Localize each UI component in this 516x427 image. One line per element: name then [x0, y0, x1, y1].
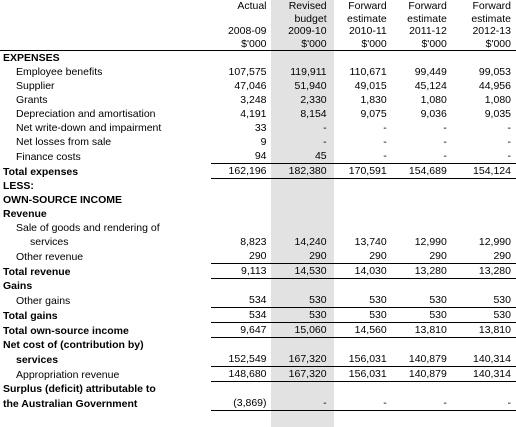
row-label: Total expenses: [3, 165, 79, 178]
row-label: Total own-source income: [3, 324, 129, 337]
cell-value: 47,046: [234, 80, 267, 93]
col-header-budget: budget: [294, 12, 327, 25]
table-row: [0, 121, 516, 135]
row-label: services: [30, 236, 69, 249]
section-heading-row: [0, 179, 516, 194]
row-label: Net cost of (contribution by): [3, 339, 144, 352]
cell-value: 8,823: [240, 236, 267, 249]
col-header-year: 2012-13: [472, 25, 511, 38]
cell-value: 140,879: [392, 367, 452, 382]
table-row: [0, 367, 516, 382]
cell-value: 182,380: [272, 164, 332, 179]
cell-value: 51,940: [294, 80, 327, 93]
cell-value: 154,124: [452, 164, 516, 179]
cell-value: 534: [211, 293, 271, 308]
cell-value: 530: [272, 293, 332, 308]
cell-value: 8,154: [300, 108, 327, 121]
total-row: [0, 308, 516, 323]
cell-value: 9: [260, 136, 267, 149]
col-header-year: 2009-10: [288, 25, 327, 38]
cell-value: 94: [211, 149, 271, 164]
cell-value: 3,248: [240, 94, 267, 107]
cell-value: 44,956: [478, 80, 511, 93]
cell-value: 1,080: [420, 94, 447, 107]
col-header-year: 2010-11: [348, 25, 387, 38]
cell-value: -: [383, 136, 387, 149]
row-label: Revenue: [3, 208, 47, 221]
col-header-forward: Forward: [348, 0, 387, 12]
cell-value: 9,035: [484, 108, 511, 121]
row-label: Total gains: [3, 309, 58, 322]
row-label: OWN-SOURCE INCOME: [3, 194, 122, 207]
cell-value: 290: [272, 249, 332, 264]
cell-value: 12,990: [414, 236, 447, 249]
cell-value: 13,810: [452, 323, 516, 338]
cell-value: -: [507, 136, 511, 149]
cell-value: 156,031: [332, 367, 392, 382]
cell-value: 1,080: [484, 94, 511, 107]
section-heading-row: [0, 338, 516, 353]
cell-value: 530: [272, 308, 332, 323]
col-header-unit: $'000: [332, 38, 392, 51]
cell-value: (3,869): [211, 396, 271, 411]
table-row: [0, 293, 516, 308]
cell-value: -: [452, 396, 516, 411]
cell-value: 162,196: [211, 164, 271, 179]
cell-value: 1,830: [360, 94, 387, 107]
cell-value: 119,911: [290, 66, 327, 79]
cell-value: -: [332, 396, 392, 411]
row-label: Other revenue: [16, 250, 84, 263]
table-row: [0, 235, 516, 249]
row-label: Gains: [3, 280, 33, 293]
cell-value: 107,575: [228, 66, 267, 79]
col-header-revised: Revised: [288, 0, 327, 12]
cell-value: 14,240: [294, 236, 327, 249]
cell-value: 170,591: [332, 164, 392, 179]
cell-value: 167,320: [272, 352, 332, 367]
table-row: [0, 107, 516, 121]
col-header-unit: $'000: [272, 38, 332, 51]
table-row: [0, 65, 516, 79]
row-label: Sale of goods and rendering of: [16, 222, 160, 235]
cell-value: -: [452, 149, 516, 164]
section-heading-row: [0, 382, 516, 397]
cell-value: 140,314: [452, 352, 516, 367]
cell-value: -: [272, 396, 332, 411]
cell-value: 534: [211, 308, 271, 323]
col-header-forward: Forward: [408, 0, 447, 12]
cell-value: -: [443, 122, 447, 135]
section-heading-row: [0, 279, 516, 294]
header-row-2: [0, 13, 516, 26]
col-header-estimate: estimate: [407, 12, 447, 25]
cell-value: 530: [452, 308, 516, 323]
table-row: [0, 93, 516, 107]
cell-value: 154,689: [392, 164, 452, 179]
cell-value: 2,330: [300, 94, 327, 107]
cell-value: 13,280: [452, 264, 516, 279]
cell-value: 530: [332, 293, 392, 308]
cell-value: 9,113: [211, 264, 271, 279]
row-label: Supplier: [16, 80, 55, 93]
cell-value: 9,036: [420, 108, 447, 121]
section-heading-row: [0, 51, 516, 66]
cell-value: 13,810: [392, 323, 452, 338]
row-label: Net write-down and impairment: [16, 122, 162, 135]
cell-value: 49,015: [354, 80, 387, 93]
row-label: Surplus (deficit) attributable to: [3, 383, 156, 396]
cell-value: 290: [392, 249, 452, 264]
col-header-unit: $'000: [452, 38, 516, 51]
cell-value: 9,075: [360, 108, 387, 121]
cell-value: -: [507, 122, 511, 135]
cell-value: -: [392, 149, 452, 164]
cell-value: 140,314: [452, 367, 516, 382]
table-row: [0, 135, 516, 149]
col-header-forward: Forward: [472, 0, 511, 12]
cell-value: 14,530: [272, 264, 332, 279]
cell-value: 12,990: [478, 236, 511, 249]
cell-value: -: [383, 122, 387, 135]
row-label: Employee benefits: [16, 66, 103, 79]
row-label: Finance costs: [16, 150, 81, 163]
header-row-4: [0, 38, 516, 51]
cell-value: 13,740: [354, 236, 387, 249]
total-row: [0, 352, 516, 367]
row-label: the Australian Government: [3, 397, 138, 410]
col-header-year: 2011-12: [409, 25, 447, 38]
total-row: [0, 396, 516, 411]
row-label: Depreciation and amortisation: [16, 108, 156, 121]
row-label: Net losses from sale: [16, 136, 112, 149]
cell-value: 530: [392, 293, 452, 308]
col-header-actual: Actual: [237, 0, 267, 12]
cell-value: 45,124: [414, 80, 447, 93]
cell-value: 99,053: [478, 66, 511, 79]
table-row: [0, 79, 516, 93]
section-heading-row: [0, 193, 516, 207]
col-header-unit: $'000: [211, 38, 271, 51]
cell-value: -: [323, 122, 327, 135]
cell-value: -: [443, 136, 447, 149]
row-label: Other gains: [16, 294, 71, 307]
cell-value: 530: [392, 308, 452, 323]
cell-value: 13,280: [392, 264, 452, 279]
cell-value: 14,560: [332, 323, 392, 338]
row-label: Grants: [16, 94, 48, 107]
total-row: [0, 164, 516, 179]
cell-value: 45: [272, 149, 332, 164]
col-header-unit: $'000: [392, 38, 452, 51]
table-row: [0, 249, 516, 264]
total-row: [0, 264, 516, 279]
table-row: [0, 221, 516, 235]
cell-value: 167,320: [272, 367, 332, 382]
row-label: Appropriation revenue: [16, 368, 120, 381]
total-row: [0, 323, 516, 338]
cell-value: -: [332, 149, 392, 164]
cell-value: 530: [452, 293, 516, 308]
col-header-estimate: estimate: [347, 12, 387, 25]
cell-value: -: [392, 396, 452, 411]
cell-value: 140,879: [392, 352, 452, 367]
col-header-estimate: estimate: [471, 12, 511, 25]
cell-value: 4,191: [240, 108, 267, 121]
cell-value: 530: [332, 308, 392, 323]
cell-value: 290: [452, 249, 516, 264]
cell-value: 148,680: [211, 367, 271, 382]
cell-value: 9,647: [211, 323, 271, 338]
cell-value: 99,449: [414, 66, 447, 79]
cell-value: 110,671: [349, 66, 387, 79]
table-row: [0, 149, 516, 164]
header-row-3: [0, 25, 516, 38]
cell-value: 290: [332, 249, 392, 264]
header-row-1: [0, 0, 516, 13]
cell-value: 156,031: [332, 352, 392, 367]
row-label: EXPENSES: [3, 52, 60, 65]
cell-value: 15,060: [272, 323, 332, 338]
row-label: Total revenue: [3, 265, 71, 278]
cell-value: 152,549: [211, 352, 271, 367]
cell-value: 290: [211, 249, 271, 264]
row-label: LESS:: [3, 180, 34, 193]
row-label: services: [16, 353, 59, 366]
cell-value: -: [323, 136, 327, 149]
cell-value: 14,030: [332, 264, 392, 279]
section-heading-row: [0, 207, 516, 221]
col-header-year: 2008-09: [227, 25, 267, 38]
cell-value: 33: [254, 122, 267, 135]
